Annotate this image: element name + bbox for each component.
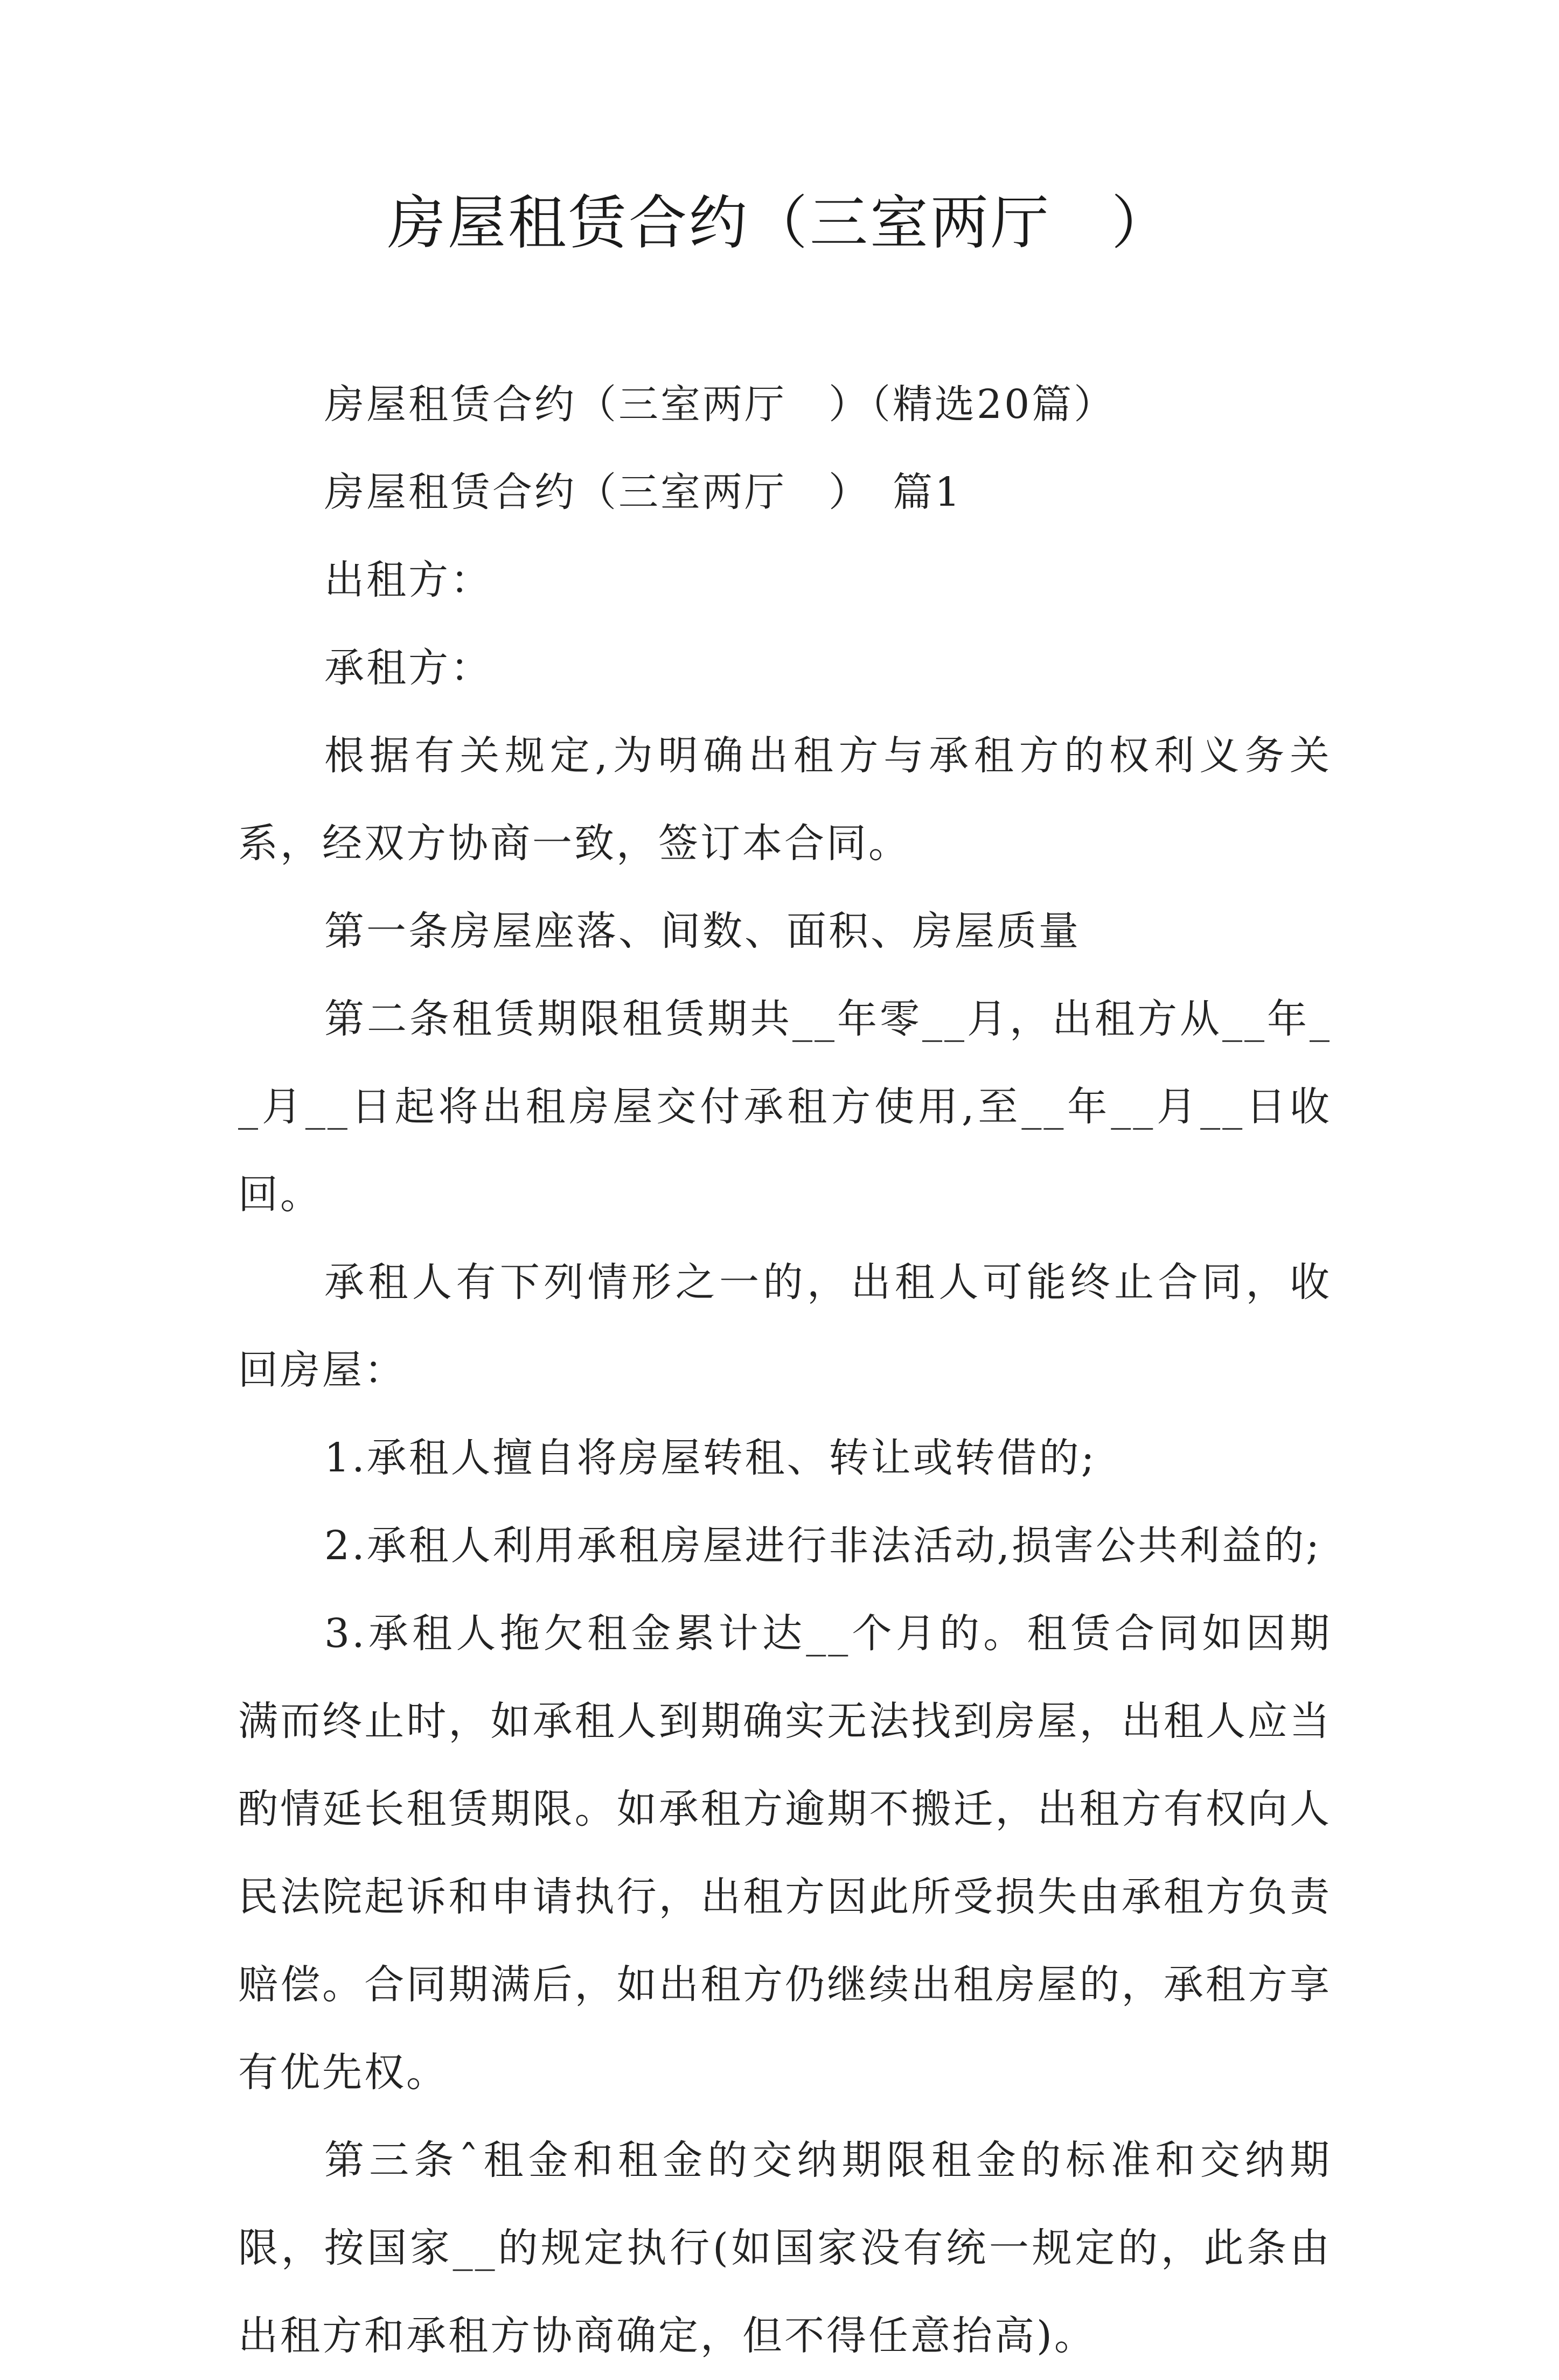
paragraph-termination-item-1: 1.承租人擅自将房屋转租、转让或转借的;	[324, 1435, 1097, 1481]
paragraph-lessee: 承租方：	[324, 645, 492, 691]
paragraph-section-heading: 房屋租赁合约（三室两厅 ） 篇1	[324, 469, 963, 515]
paragraph-lessor: 出租方：	[324, 557, 492, 603]
paragraph-article-1: 第一条房屋座落、间数、面积、房屋质量	[324, 908, 1081, 954]
paragraph-article-2: 第二条租赁期限租赁期共__年零__月，出租方从__年__月__日起将出租房屋交付承租方使用,至__年__月__日收回。	[238, 996, 1332, 1218]
paragraph-article-3: 第三条ˆ租金和租金的交纳期限租金的标准和交纳期限，按国家__的规定执行(如国家没有统一规定的，此条由出租方和承租方协商确定，但不得任意抬高)。	[238, 2137, 1332, 2359]
paragraph-preamble: 根据有关规定,为明确出租方与承租方的权利义务关系，经双方协商一致，签订本合同。	[238, 732, 1332, 867]
paragraph-termination-intro: 承租人有下列情形之一的，出租人可能终止合同，收回房屋：	[238, 1259, 1332, 1393]
paragraph-subtitle: 房屋租赁合约（三室两厅 ）（精选20篇）	[324, 381, 1116, 428]
paragraph-termination-item-3: 3.承租人拖欠租金累计达__个月的。租赁合同如因期满而终止时，如承租人到期确实无法找到房屋，出租人应当酌情延长租赁期限。如承租方逾期不搬迁，出租方有权向人民法院起诉和申请执行，出租方因此所受损失由承租方负责赔偿。合同期满后，如出租方仍继续出租房屋的，承租方享有优先权。	[238, 1610, 1332, 2096]
paragraph-termination-item-2: 2.承租人利用承租房屋进行非法活动,损害公共利益的;	[324, 1523, 1322, 1569]
document-title: 房屋租赁合约（三室两厅 ）	[387, 190, 1172, 257]
document-body	[238, 361, 1332, 2380]
